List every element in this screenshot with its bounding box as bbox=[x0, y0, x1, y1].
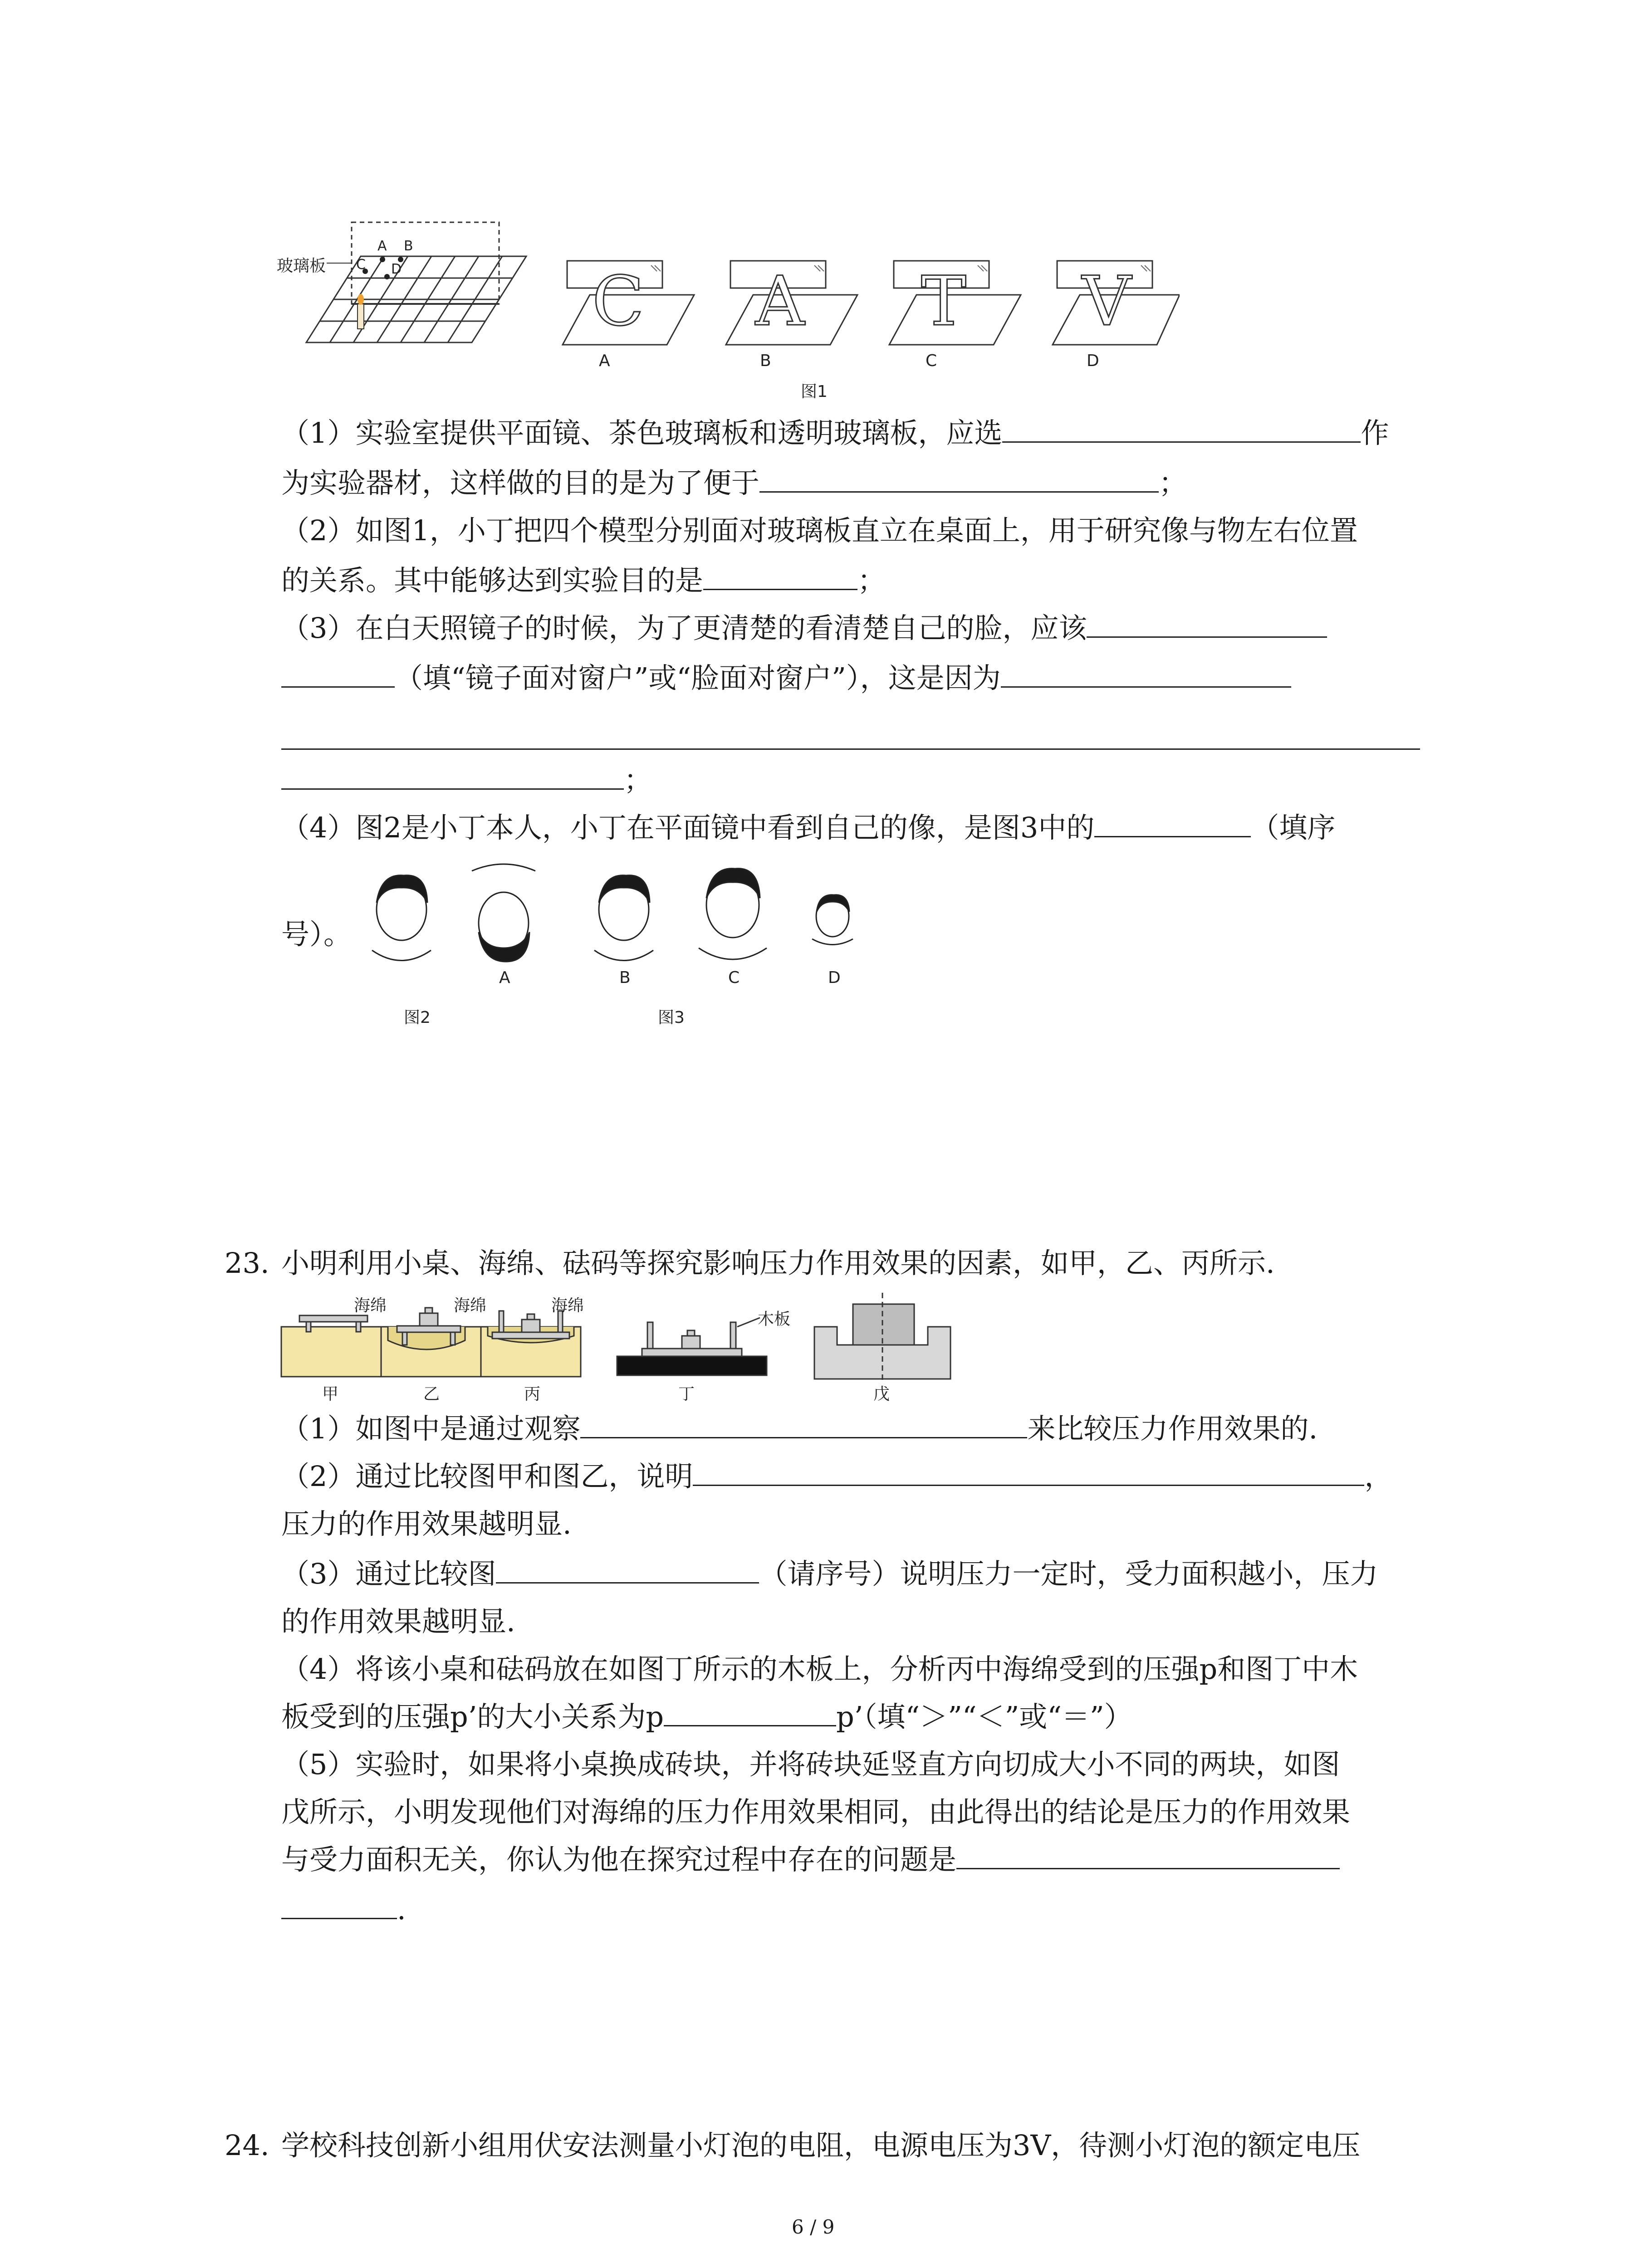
q23-part1: （1）如图中是通过观察 来比较压力作用效果的. bbox=[281, 1411, 1318, 1447]
model-letter-c: C bbox=[592, 262, 644, 341]
glass-plate-label: 玻璃板 bbox=[277, 257, 326, 275]
q23-part2-line1: （2）通过比较图甲和图乙，说明 ， bbox=[281, 1458, 1392, 1495]
q22-blank-2[interactable] bbox=[759, 465, 1159, 493]
q22-part2-line2: 的关系。其中能够达到实验目的是 ； bbox=[281, 562, 886, 599]
q22-blank-1[interactable] bbox=[1002, 415, 1361, 443]
model-label-c: C bbox=[926, 352, 937, 370]
q23-intro: 小明利用小桌、海绵、砝码等探究影响压力作用效果的因素，如甲，乙、丙所示. bbox=[281, 1246, 1275, 1280]
q22-blank-8[interactable] bbox=[281, 762, 624, 790]
fig-label-ding: 丁 bbox=[678, 1385, 695, 1403]
sponge-label-3: 海绵 bbox=[551, 1296, 584, 1315]
model-label-d: D bbox=[1087, 352, 1099, 370]
q22-part4-line1: （4）图2是小丁本人，小丁在平面镜中看到自己的像，是图3中的 （填序 bbox=[281, 810, 1335, 846]
grid-point-d: D bbox=[391, 261, 402, 277]
q23-part2-line2: 压力的作用效果越明显. bbox=[281, 1507, 572, 1540]
q23-part4-line1: （4）将该小桌和砝码放在如图丁所示的木板上，分析丙中海绵受到的压强p和图丁中木 bbox=[281, 1652, 1358, 1686]
q23-blank-3[interactable] bbox=[496, 1556, 759, 1584]
fig-label-bing: 丙 bbox=[524, 1385, 541, 1403]
figure-3-caption: 图3 bbox=[658, 1008, 685, 1027]
q23-number: 23. bbox=[225, 1246, 269, 1280]
q23-blank-5[interactable] bbox=[956, 1842, 1340, 1869]
model-letter-t: T bbox=[921, 262, 967, 341]
q22-blank-7[interactable] bbox=[281, 748, 1420, 750]
q23-blank-2[interactable] bbox=[693, 1458, 1364, 1486]
faces-figure bbox=[363, 860, 907, 1041]
face-label-b: B bbox=[619, 968, 631, 987]
fig-label-jia: 甲 bbox=[322, 1385, 339, 1403]
q22-part4-line2: 号）。 bbox=[281, 918, 352, 951]
fig-label-wu: 戊 bbox=[873, 1385, 890, 1403]
q22-blank-4[interactable] bbox=[1087, 610, 1327, 638]
q22-part1-line2: 为实验器材，这样做的目的是为了便于 ； bbox=[281, 465, 1187, 501]
model-letter-a: A bbox=[755, 262, 805, 341]
grid-point-a: A bbox=[377, 238, 387, 254]
q22-blank-3[interactable] bbox=[703, 562, 857, 590]
sponge-label-1: 海绵 bbox=[354, 1296, 387, 1315]
q22-blank-9[interactable] bbox=[1094, 810, 1251, 837]
q23-part3-line2: 的作用效果越明显. bbox=[281, 1605, 515, 1638]
q23-part3-line1: （3）通过比较图 （请序号）说明压力一定时，受力面积越小，压力 bbox=[281, 1556, 1378, 1592]
q23-figures bbox=[279, 1290, 960, 1408]
q22-part3-line4: ； bbox=[281, 762, 652, 798]
q22-blank-6[interactable] bbox=[1001, 660, 1291, 688]
q22-part1-line1: （1）实验室提供平面镜、茶色玻璃板和透明玻璃板，应选 作 bbox=[281, 415, 1389, 451]
q22-blank-5[interactable] bbox=[281, 660, 395, 688]
q23-blank-6[interactable] bbox=[281, 1892, 397, 1919]
sponge-label-2: 海绵 bbox=[454, 1296, 487, 1315]
figure-1 bbox=[272, 213, 1180, 404]
q24-text: 学校科技创新小组用伏安法测量小灯泡的电阻，电源电压为3V，待测小灯泡的额定电压 bbox=[281, 2129, 1361, 2162]
q24-number: 24. bbox=[225, 2129, 269, 2162]
face-label-d: D bbox=[828, 968, 841, 987]
q22-part2-line1: （2）如图1，小丁把四个模型分别面对玻璃板直立在桌面上，用于研究像与物左右位置 bbox=[281, 514, 1358, 547]
board-label: 木板 bbox=[758, 1310, 791, 1329]
model-label-a: A bbox=[599, 352, 610, 370]
q23-part5-line2: 戊所示，小明发现他们对海绵的压力作用效果相同，由此得出的结论是压力的作用效果 bbox=[281, 1795, 1351, 1828]
fig-label-yi: 乙 bbox=[423, 1385, 440, 1403]
page-number: 6 / 9 bbox=[792, 2216, 835, 2238]
q23-part5-line4: . bbox=[281, 1892, 406, 1928]
faces-drawing bbox=[363, 860, 907, 1009]
figure-2-caption: 图2 bbox=[404, 1008, 431, 1027]
model-letter-v: V bbox=[1082, 262, 1132, 341]
figure-1-caption: 图1 bbox=[801, 382, 828, 401]
grid-point-b: B bbox=[404, 238, 413, 254]
face-label-a: A bbox=[499, 968, 510, 987]
q22-part3-line2: （填“镜子面对窗户”或“脸面对窗户”），这是因为 bbox=[281, 660, 1291, 696]
q23-part4-line2: 板受到的压强p’的大小关系为p p’（填“＞”“＜”或“＝”） bbox=[281, 1699, 1132, 1735]
face-label-c: C bbox=[728, 968, 740, 987]
q22-part3-line1: （3）在白天照镜子的时候，为了更清楚的看清楚自己的脸，应该 bbox=[281, 610, 1327, 646]
q23-blank-4[interactable] bbox=[664, 1699, 836, 1726]
q23-part5-line3: 与受力面积无关，你认为他在探究过程中存在的问题是 bbox=[281, 1842, 1340, 1878]
model-label-b: B bbox=[760, 352, 771, 370]
q23-blank-1[interactable] bbox=[580, 1411, 1027, 1438]
grid-point-c: C bbox=[356, 257, 366, 273]
q23-part5-line1: （5）实验时，如果将小桌换成砖块，并将砖块延竖直方向切成大小不同的两块，如图 bbox=[281, 1748, 1340, 1781]
